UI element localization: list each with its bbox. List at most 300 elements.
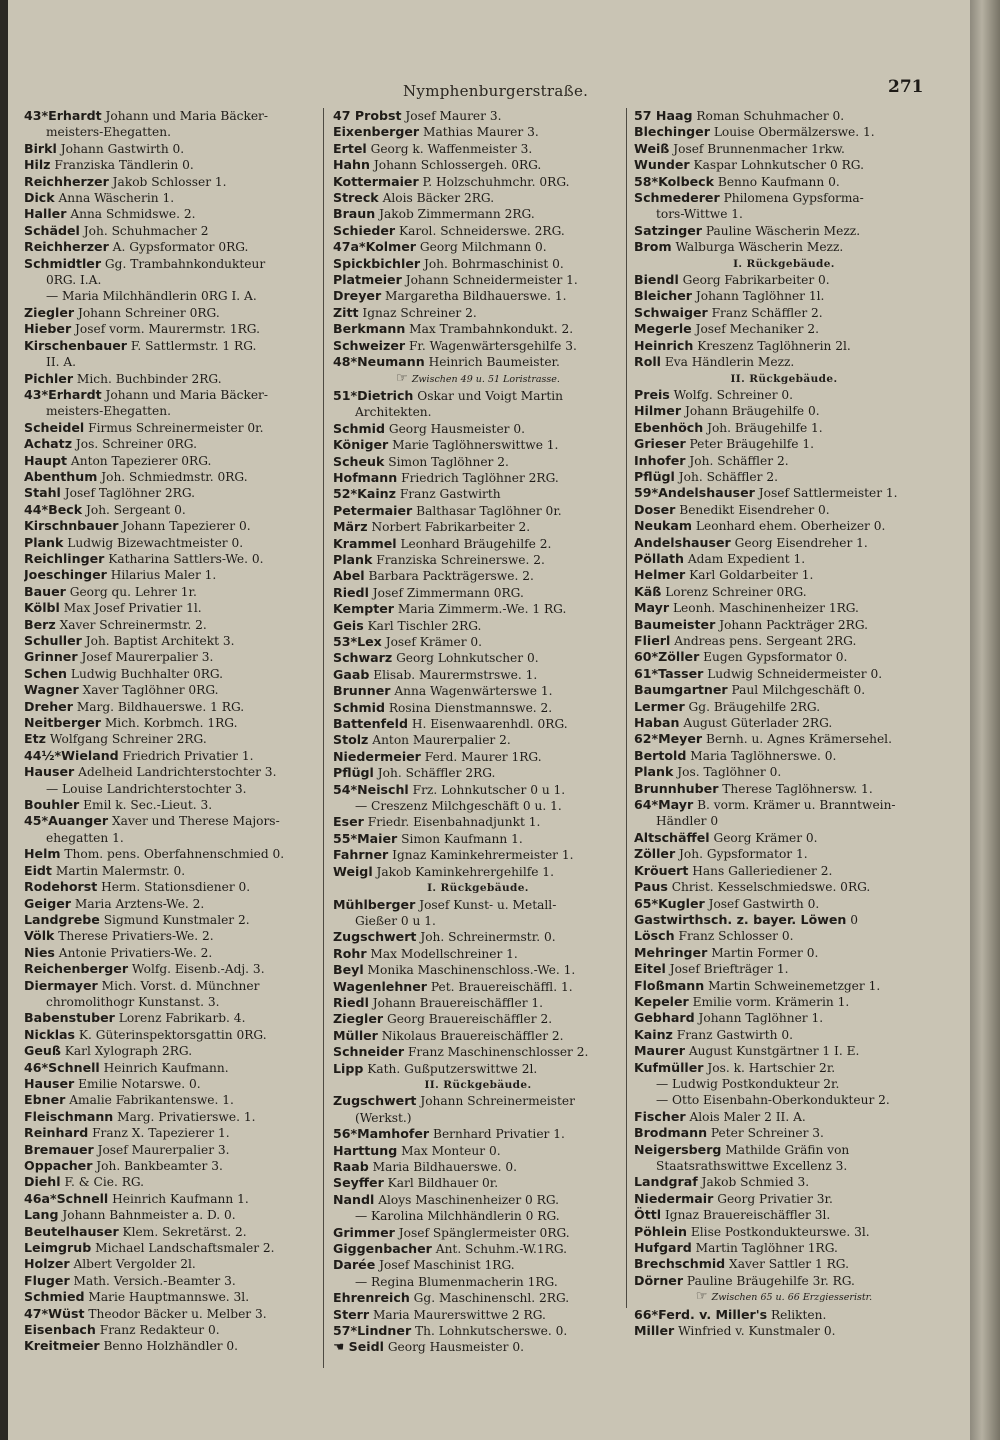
directory-entry xyxy=(24,1142,316,1158)
entry-details: Karl Bildhauer 0r. xyxy=(387,1176,499,1191)
entry-name: 53*Lex xyxy=(333,634,382,649)
directory-entry xyxy=(24,1158,316,1174)
entry-name: Sterr xyxy=(333,1306,370,1322)
directory-entry xyxy=(24,879,316,895)
entry-details: Josef Sattlermeister 1. xyxy=(758,486,898,501)
directory-entry xyxy=(333,864,623,880)
entry-details: Max Trambahnkondukt. 2. xyxy=(409,322,574,337)
directory-entry xyxy=(634,1207,934,1223)
entry-name: Ebenhöch xyxy=(634,419,704,435)
directory-entry xyxy=(333,1323,623,1339)
entry-details: Norbert Fabrikarbeiter 2. xyxy=(371,520,531,535)
directory-entry xyxy=(634,157,934,173)
entry-details: Martin Malermstr. 0. xyxy=(55,863,186,878)
directory-entry xyxy=(333,206,623,222)
entry-details: Franz Gastwirth 0. xyxy=(676,1027,794,1042)
entry-name: Kottermaier xyxy=(333,173,419,189)
entry-details: Joh. Bohrmaschinist 0. xyxy=(423,256,564,271)
entry-name: Stahl xyxy=(24,485,61,501)
entry-details: Xaver Sattler 1 RG. xyxy=(729,1257,849,1272)
entry-name: Darée xyxy=(333,1257,376,1273)
entry-details: F. Sattlermstr. 1 RG. xyxy=(130,338,257,353)
directory-entry xyxy=(634,518,934,534)
entry-details: Marg. Privatierswe. 1. xyxy=(117,1109,256,1124)
directory-entry xyxy=(333,568,623,584)
entry-details: Herm. Stationsdiener 0. xyxy=(101,880,251,895)
directory-entry xyxy=(333,1044,623,1060)
entry-name: Pflügl xyxy=(333,765,374,781)
entry-details: Johann Gastwirth 0. xyxy=(60,141,185,156)
entry-name: Ehrenreich xyxy=(333,1290,410,1306)
entry-name: Bertold xyxy=(634,747,687,763)
entry-name: Hauser xyxy=(24,764,75,780)
entry-details: Sigmund Kunstmaler 2. xyxy=(103,912,250,927)
entry-name: Eser xyxy=(333,814,364,830)
entry-name: Riedl xyxy=(333,994,369,1010)
directory-entry xyxy=(333,256,623,272)
entry-details: F. & Cie. RG. xyxy=(64,1175,145,1190)
directory-entry xyxy=(634,945,934,961)
directory-entry xyxy=(634,699,934,715)
entry-name: 47*Wüst xyxy=(24,1305,85,1321)
directory-entry xyxy=(24,174,316,190)
directory-entry xyxy=(24,666,316,682)
directory-entry xyxy=(24,567,316,583)
entry-details: Leonhard Bräugehilfe 2. xyxy=(400,536,552,551)
directory-entry xyxy=(24,1076,316,1092)
entry-details: Johann Bahnmeister a. D. 0. xyxy=(62,1208,236,1223)
entry-name: Plank xyxy=(333,551,373,567)
entry-name: 54*Neischl xyxy=(333,781,409,797)
entry-details: Peter Bräugehilfe 1. xyxy=(689,437,814,452)
entry-name: 62*Meyer xyxy=(634,731,703,747)
directory-entry xyxy=(24,157,316,173)
entry-details: Jakob Schmied 3. xyxy=(701,1175,810,1190)
entry-name: Paus xyxy=(634,879,668,895)
directory-entry xyxy=(634,1010,934,1026)
entry-name: Roll xyxy=(634,354,661,370)
entry-details: Leonh. Maschinenheizer 1RG. xyxy=(672,601,859,616)
entry-details: Xaver Taglöhner 0RG. xyxy=(82,683,219,698)
directory-entry xyxy=(24,141,316,157)
entry-details: Hilarius Maler 1. xyxy=(110,568,217,583)
entry-name: Landgrebe xyxy=(24,911,100,927)
entry-details: Friedr. Eisenbahnadjunkt 1. xyxy=(367,815,541,830)
entry-details: Georg Krämer 0. xyxy=(713,830,818,845)
entry-name: Reichherzer xyxy=(24,239,109,255)
entry-name: ☚ Seidl xyxy=(333,1339,384,1355)
entry-details: Josef Mechaniker 2. xyxy=(695,322,819,337)
entry-name: 64*Mayr xyxy=(634,797,694,813)
column-3 xyxy=(634,108,934,1339)
directory-entry xyxy=(24,633,316,649)
entry-name: Miller xyxy=(634,1323,675,1339)
directory-entry xyxy=(24,584,316,600)
entry-details: Alois Maler 2 II. A. xyxy=(689,1109,806,1124)
entry-details: Peter Schreiner 3. xyxy=(710,1126,824,1141)
entry-details: Lorenz Schreiner 0RG. xyxy=(665,584,807,599)
entry-name: Ertel xyxy=(333,140,367,156)
entry-details: Ignaz Schreiner 2. xyxy=(362,305,477,320)
directory-entry xyxy=(333,338,623,354)
entry-name: Weiß xyxy=(634,140,670,156)
entry-details: Mich. Korbmch. 1RG. xyxy=(104,716,238,731)
entry-details: Mich. Buchbinder 2RG. xyxy=(76,371,222,386)
directory-entry xyxy=(634,535,934,551)
directory-entry xyxy=(634,567,934,583)
entry-details: Hans Galleriediener 2. xyxy=(692,863,833,878)
entry-name: Reichenberger xyxy=(24,961,129,977)
directory-entry xyxy=(333,618,623,634)
entry-details: Anton Maurerpalier 2. xyxy=(372,733,511,748)
directory-entry xyxy=(634,863,934,879)
directory-entry xyxy=(24,731,316,747)
entry-name: Petermaier xyxy=(333,502,413,518)
entry-name: 47a*Kolmer xyxy=(333,239,416,255)
entry-continuation: Architekten. xyxy=(355,405,432,420)
entry-name: Reichlinger xyxy=(24,550,105,566)
entry-details: Kath. Gußputzerswittwe 2l. xyxy=(367,1061,538,1076)
entry-details: Johann und Maria Bäcker- xyxy=(105,109,268,123)
entry-name: Dick xyxy=(24,190,55,206)
directory-entry xyxy=(333,1339,623,1355)
entry-name: Neitberger xyxy=(24,715,101,731)
directory-entry xyxy=(634,649,934,665)
entry-details: Antonie Privatiers-We. 2. xyxy=(58,945,213,960)
directory-entry xyxy=(333,700,623,716)
entry-name: Nicklas xyxy=(24,1026,76,1042)
directory-entry xyxy=(24,305,316,321)
entry-details: August Kunstgärtner 1 I. E. xyxy=(688,1044,860,1059)
entry-name: Zugschwert xyxy=(333,1093,417,1109)
entry-details: Marie Taglöhnerswittwe 1. xyxy=(392,438,559,453)
entry-name: Joeschinger xyxy=(24,567,107,583)
entry-details: Johann Taglöhner 1l. xyxy=(695,289,825,304)
entry-name: Dörner xyxy=(634,1272,684,1288)
directory-entry xyxy=(333,108,623,124)
entry-details: Pauline Bräugehilfe 3r. RG. xyxy=(686,1273,855,1288)
entry-details: Friedrich Taglöhner 2RG. xyxy=(401,470,559,485)
entry-details: Bernh. u. Agnes Krämersehel. xyxy=(706,732,892,747)
directory-entry xyxy=(333,124,623,140)
entry-name: Lösch xyxy=(634,928,675,944)
entry-details: Walburga Wäscherin Mezz. xyxy=(675,240,844,255)
entry-details: Nikolaus Brauereischäffler 2. xyxy=(381,1028,564,1043)
directory-entry xyxy=(333,897,623,913)
entry-name: Kirschenbauer xyxy=(24,337,127,353)
cross-street-note xyxy=(333,371,623,388)
entry-name: Babenstuber xyxy=(24,1010,115,1026)
entry-details: Bernhard Privatier 1. xyxy=(433,1127,565,1142)
directory-entry xyxy=(333,157,623,173)
entry-name: Ziegler xyxy=(333,1011,384,1027)
entry-name: Mühlberger xyxy=(333,896,416,912)
entry-details: Simon Taglöhner 2. xyxy=(388,454,509,469)
entry-details: Georg qu. Lehrer 1r. xyxy=(69,584,197,599)
entry-details: Franziska Schreinerswe. 2. xyxy=(376,552,545,567)
directory-entry xyxy=(634,978,934,994)
entry-details: Karol. Schneiderswe. 2RG. xyxy=(399,223,565,238)
entry-details: Math. Versich.-Beamter 3. xyxy=(73,1273,236,1288)
entry-name: Schen xyxy=(24,665,68,681)
directory-entry xyxy=(333,519,623,535)
directory-entry xyxy=(333,716,623,732)
entry-name: Eisenbach xyxy=(24,1322,96,1338)
entry-details: Ignaz Brauereischäffler 3l. xyxy=(664,1208,831,1223)
directory-entry xyxy=(634,731,934,747)
directory-entry xyxy=(24,961,316,977)
directory-entry xyxy=(24,190,316,206)
directory-entry xyxy=(24,551,316,567)
entry-name: Schmid xyxy=(333,699,385,715)
entry-name: Völk xyxy=(24,928,55,944)
entry-details: Christ. Kesselschmiedswe. 0RG. xyxy=(671,880,871,895)
entry-details: Elise Postkondukteurswe. 3l. xyxy=(690,1224,870,1239)
entry-details: Max Monteur 0. xyxy=(401,1143,501,1158)
entry-details: Paul Milchgeschäft 0. xyxy=(731,683,866,698)
entry-details: Georg Milchmann 0. xyxy=(419,240,547,255)
entry-details: Franz Maschinenschlosser 2. xyxy=(407,1045,589,1060)
directory-entry xyxy=(24,485,316,501)
directory-entry xyxy=(333,946,623,962)
directory-entry xyxy=(333,1175,623,1191)
entry-details: Marie Hauptmannswe. 3l. xyxy=(88,1290,250,1305)
entry-details: Josef Brunnenmacher 1rkw. xyxy=(673,141,845,156)
entry-details: Franziska Tändlerin 0. xyxy=(54,158,194,173)
entry-details: Heinrich Baumeister. xyxy=(428,355,560,370)
directory-entry xyxy=(24,387,316,403)
entry-name: Biendl xyxy=(634,272,679,288)
entry-details: Johann Schneidermeister 1. xyxy=(405,273,578,288)
entry-name: Lang xyxy=(24,1207,59,1223)
directory-entry xyxy=(24,436,316,452)
entry-details: Josef Briefträger 1. xyxy=(669,962,789,977)
entry-name: Inhofer xyxy=(634,452,686,468)
directory-entry xyxy=(634,1191,934,1207)
entry-name: Zöller xyxy=(634,846,676,862)
entry-details: Philomena Gypsforma- xyxy=(723,191,864,206)
directory-entry xyxy=(333,354,623,370)
entry-continuation: Händler 0 xyxy=(656,814,719,829)
entry-details: Xaver und Therese Majors- xyxy=(111,814,280,829)
entry-details: Kaspar Lohnkutscher 0 RG. xyxy=(693,158,864,173)
entry-details: Elisab. Maurermstrswe. 1. xyxy=(373,667,538,682)
directory-entry xyxy=(24,1191,316,1207)
directory-entry xyxy=(333,321,623,337)
directory-entry xyxy=(634,190,934,206)
entry-details: Johann Bräugehilfe 0. xyxy=(684,404,820,419)
entry-details: Mich. Vorst. d. Münchner xyxy=(101,978,260,993)
cross-street-note xyxy=(634,1289,934,1306)
entry-name: Bauer xyxy=(24,583,66,599)
directory-entry xyxy=(333,305,623,321)
entry-details: Michael Landschaftsmaler 2. xyxy=(95,1241,275,1256)
directory-entry xyxy=(24,682,316,698)
directory-entry xyxy=(634,436,934,452)
entry-name: Kempter xyxy=(333,601,394,617)
directory-entry xyxy=(24,1125,316,1141)
directory-entry xyxy=(333,223,623,239)
directory-entry xyxy=(634,223,934,239)
entry-continuation: — Creszenz Milchgeschäft 0 u. 1. xyxy=(355,799,562,814)
entry-name: 52*Kainz xyxy=(333,486,396,502)
entry-name: Wagner xyxy=(24,682,79,698)
entry-name: Bouhler xyxy=(24,797,80,813)
entry-name: Schwarz xyxy=(333,650,393,666)
directory-entry xyxy=(333,1307,623,1323)
entry-details: Johann Brauereischäffler 1. xyxy=(372,995,544,1010)
directory-entry xyxy=(24,206,316,222)
entry-details: Anna Wäscherin 1. xyxy=(58,191,175,206)
directory-entry xyxy=(333,486,623,502)
entry-name: Abenthum xyxy=(24,468,98,484)
directory-entry xyxy=(634,469,934,485)
directory-entry xyxy=(24,1338,316,1354)
directory-entry xyxy=(24,863,316,879)
section-heading: I. Rückgebäude. xyxy=(733,257,835,270)
entry-details: Joh. Sergeant 0. xyxy=(85,502,186,517)
directory-entry xyxy=(634,1307,934,1323)
entry-continuation: — Karolina Milchhändlerin 0 RG. xyxy=(355,1209,560,1224)
entry-details: Johann Tapezierer 0. xyxy=(122,519,251,534)
entry-details: Franz Gastwirth xyxy=(399,487,501,502)
entry-name: Leimgrub xyxy=(24,1240,92,1256)
entry-name: Gaab xyxy=(333,666,370,682)
entry-name: Geuß xyxy=(24,1043,61,1059)
entry-details: Mathilde Gräfin von xyxy=(725,1142,850,1157)
entry-name: Battenfeld xyxy=(333,716,408,732)
entry-details: Marg. Bildhauerswe. 1 RG. xyxy=(76,699,245,714)
entry-name: Schädel xyxy=(24,222,80,238)
section-heading: II. Rückgebäude. xyxy=(424,1078,532,1091)
directory-entry xyxy=(333,585,623,601)
entry-details: Th. Lohnkutscherswe. 0. xyxy=(415,1324,568,1339)
directory-entry xyxy=(24,813,316,829)
entry-name: Fleischmann xyxy=(24,1108,114,1124)
entry-details: Johann Schreinermeister xyxy=(420,1094,575,1109)
entry-details: Benno Kaufmann 0. xyxy=(717,174,840,189)
entry-continuation: Staatsrathswittwe Excellenz 3. xyxy=(656,1159,848,1173)
entry-details: Joh. Schuhmacher 2 xyxy=(83,223,209,238)
entry-continuation: 0RG. I.A. xyxy=(46,273,102,288)
entry-name: Pichler xyxy=(24,370,74,386)
entry-details: K. Güterinspektorsgattin 0RG. xyxy=(78,1027,267,1042)
entry-name: Satzinger xyxy=(634,222,702,238)
entry-details: Franz X. Tapezierer 1. xyxy=(92,1126,230,1141)
page-title: Nymphenburgerstraße. xyxy=(403,82,589,100)
entry-name: Haban xyxy=(634,715,680,731)
entry-name: 43*Erhardt xyxy=(24,386,102,402)
entry-name: Floßmann xyxy=(634,977,705,993)
entry-details: Gg. Trambahnkondukteur xyxy=(104,256,266,271)
entry-name: Abel xyxy=(333,568,365,584)
entry-details: Joh. Bankbeamter 3. xyxy=(96,1159,223,1173)
entry-details: Josef Maurer 3. xyxy=(405,109,502,123)
directory-entry xyxy=(634,715,934,731)
entry-name: Weigl xyxy=(333,863,373,879)
directory-entry xyxy=(333,1011,623,1027)
entry-name: 48*Neumann xyxy=(333,354,425,370)
column-1 xyxy=(24,108,316,1355)
entry-details: Georg Privatier 3r. xyxy=(717,1191,833,1206)
entry-name: Helmer xyxy=(634,567,686,583)
entry-details: Heinrich Kaufmann 1. xyxy=(112,1191,249,1206)
directory-entry xyxy=(634,1043,934,1059)
entry-details: Thom. pens. Oberfahnenschmied 0. xyxy=(64,847,285,862)
directory-entry xyxy=(333,174,623,190)
directory-entry xyxy=(333,650,623,666)
entry-name: Schneider xyxy=(333,1044,405,1060)
entry-details: Max Modellschreiner 1. xyxy=(370,946,518,961)
directory-entry xyxy=(634,584,934,600)
entry-name: Zugschwert xyxy=(333,929,417,945)
entry-details: 0 xyxy=(850,912,859,927)
directory-entry xyxy=(333,503,623,519)
section-heading: I. Rückgebäude. xyxy=(427,882,529,895)
entry-details: Alois Bäcker 2RG. xyxy=(382,191,495,206)
entry-name: Schmederer xyxy=(634,190,720,206)
directory-entry xyxy=(333,421,623,437)
entry-name: Gastwirthsch. z. bayer. Löwen xyxy=(634,911,847,927)
entry-name: Müller xyxy=(333,1027,378,1043)
directory-entry xyxy=(24,699,316,715)
entry-name: Gebhard xyxy=(634,1010,695,1026)
directory-entry xyxy=(634,666,934,682)
entry-name: Geis xyxy=(333,617,364,633)
entry-name: Nies xyxy=(24,944,55,960)
directory-entry xyxy=(24,1027,316,1043)
entry-details: Josef Maschinist 1RG. xyxy=(379,1258,515,1273)
entry-details: Friedrich Privatier 1. xyxy=(122,748,254,763)
entry-name: 57*Lindner xyxy=(333,1323,412,1339)
entry-name: Wagenlehner xyxy=(333,978,428,994)
entry-details: Johann und Maria Bäcker- xyxy=(105,387,268,402)
entry-name: Wunder xyxy=(634,157,690,173)
entry-details: Xaver Schreinermstr. 2. xyxy=(59,617,207,632)
entry-name: Hieber xyxy=(24,321,72,337)
directory-entry xyxy=(333,1159,623,1175)
directory-entry xyxy=(634,124,934,140)
entry-details: Maria Arztens-We. 2. xyxy=(74,896,205,911)
entry-name: Brom xyxy=(634,239,672,255)
entry-continuation: chromolithogr Kunstanst. 3. xyxy=(46,994,220,1009)
directory-entry xyxy=(333,437,623,453)
entry-continuation: — Ludwig Postkondukteur 2r. xyxy=(656,1076,840,1091)
entry-name: Preis xyxy=(634,386,670,402)
entry-details: Johann Taglöhner 1. xyxy=(698,1011,824,1026)
directory-entry xyxy=(24,1224,316,1240)
entry-name: Eidt xyxy=(24,862,52,878)
entry-details: Joh. Schreinermstr. 0. xyxy=(420,930,556,945)
entry-details: Johann Packträger 2RG. xyxy=(719,617,869,632)
entry-details: Ludwig Bizewachtmeister 0. xyxy=(67,535,244,550)
entry-details: Roman Schuhmacher 0. xyxy=(696,109,845,123)
directory-entry xyxy=(634,994,934,1010)
entry-details: Maria Taglöhnerswe. 0. xyxy=(690,748,837,763)
entry-name: Brunner xyxy=(333,683,391,699)
directory-entry xyxy=(634,551,934,567)
directory-entry xyxy=(634,633,934,649)
entry-details: Ludwig Schneidermeister 0. xyxy=(707,666,883,681)
entry-name: 66*Ferd. v. Miller's xyxy=(634,1306,768,1322)
directory-entry xyxy=(333,470,623,486)
directory-entry xyxy=(333,634,623,650)
directory-entry xyxy=(333,141,623,157)
entry-name: Pflügl xyxy=(634,468,675,484)
entry-details: Theodor Bäcker u. Melber 3. xyxy=(88,1306,267,1321)
directory-entry xyxy=(333,667,623,683)
entry-details: Balthasar Taglöhner 0r. xyxy=(416,503,562,518)
